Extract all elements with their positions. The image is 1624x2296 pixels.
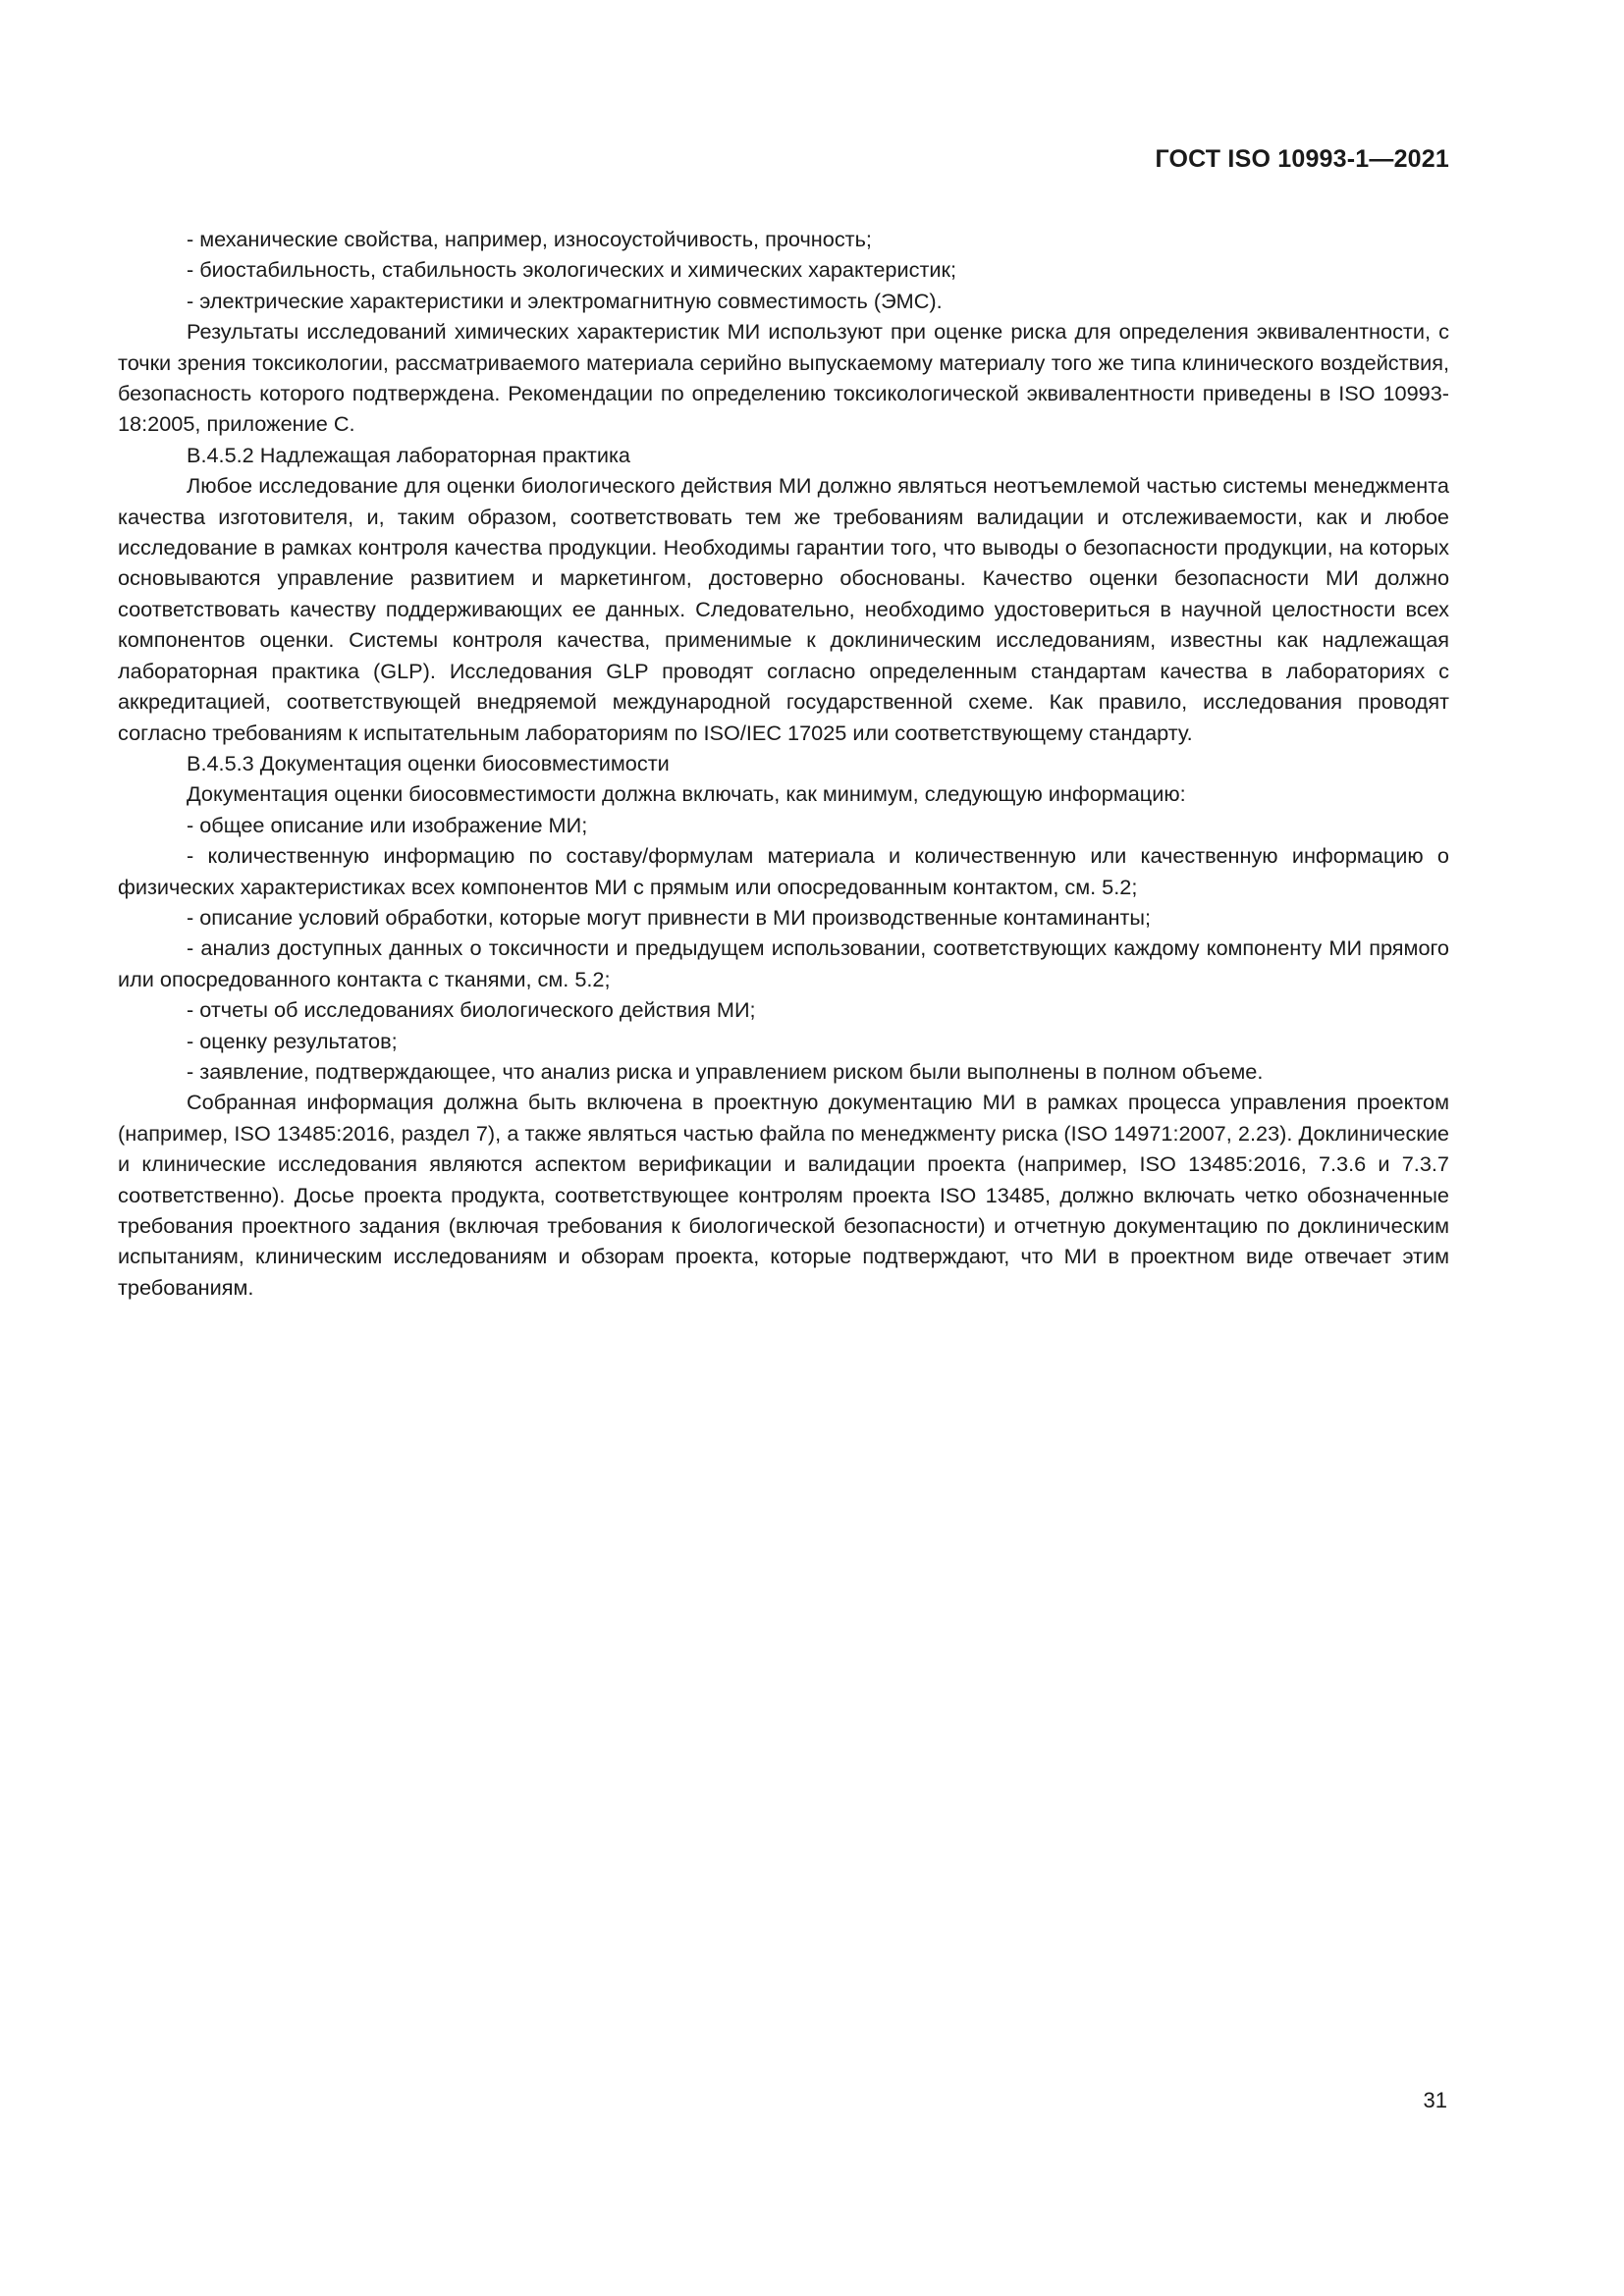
- paragraph: Собранная информация должна быть включена в проектную документацию МИ в рамках процесса управления проектом (например, ISO 13485:2016, раздел 7), а также являться частью файла по менеджменту риска (ISO 14971:2007, 2.23). Доклинические и клинические исследования являются аспектом верификации и валидации проекта (например, ISO 13485:2016, 7.3.6 и 7.3.7 соответственно). Досье проекта продукта, соответствующее контролям проекта ISO 13485, должно включать четко обозначенные требования проектного задания (включая требования к биологической безопасности) и отчетную документацию по доклиническим испытаниям, клиническим исследованиям и обзорам проекта, которые подтверждают, что МИ в проектном виде отвечает этим требованиям.: [118, 1090, 1449, 1300]
- list-item: - количественную информацию по составу/формулам материала и количественную или качественную информацию о физических характеристиках всех компонентов МИ с прямым или опосредованным контактом, см. 5.2;: [118, 843, 1449, 899]
- list-item: - заявление, подтверждающее, что анализ риска и управлением риском были выполнены в полном объеме.: [187, 1058, 1264, 1084]
- document-header: ГОСТ ISO 10993-1—2021: [1155, 145, 1449, 173]
- list-item: - анализ доступных данных о токсичности и предыдущем использовании, соответствующих каждому компоненту МИ прямого или опосредованного контакта с тканями, см. 5.2;: [118, 935, 1449, 991]
- paragraph: Документация оценки биосовместимости должна включать, как минимум, следующую информацию:: [187, 781, 1186, 807]
- paragraph: Любое исследование для оценки биологического действия МИ должно являться неотъемлемой частью системы менеджмента качества изготовителя, и, таким образом, соответствовать тем же требованиям валидации и отслеживаемости, как и любое исследование в рамках контроля качества продукции. Необходимы гарантии того, что выводы о безопасности продукции, на которых основываются управление развитием и маркетингом, достоверно обоснованы. Качество оценки безопасности МИ должно соответствовать качеству поддерживающих ее данных. Следовательно, необходимо удостовериться в научной целостности всех компонентов оценки. Системы контроля качества, применимые к доклиническим исследованиям, известны как надлежащая лабораторная практика (GLP). Исследования GLP проводят согласно определенным стандартам качества в лабораториях с аккредитацией, соответствующей внедряемой международной государственной схеме. Как правило, исследования проводят согласно требованиям к испытательным лабораториям по ISO/IEC 17025 или соответствующему стандарту.: [118, 473, 1449, 745]
- list-item: - механические свойства, например, износоустойчивость, прочность;: [187, 227, 872, 251]
- list-item: - отчеты об исследованиях биологического действия МИ;: [187, 997, 756, 1023]
- list-item: - оценку результатов;: [187, 1028, 398, 1053]
- list-item: - описание условий обработки, которые могут привнести в МИ производственные контаминанты;: [187, 904, 1152, 930]
- list-item: - биостабильность, стабильность экологических и химических характеристик;: [187, 257, 957, 283]
- list-item: - электрические характеристики и электромагнитную совместимость (ЭМС).: [187, 288, 943, 313]
- document-body: [118, 224, 1449, 1303]
- section-heading: В.4.5.2 Надлежащая лабораторная практика: [187, 442, 630, 467]
- paragraph: Результаты исследований химических характеристик МИ используют при оценке риска для определения эквивалентности, с точки зрения токсикологии, рассматриваемого материала серийно выпускаемому материалу того же типа клинического воздействия, безопасность которого подтверждена. Рекомендации по определению токсикологической эквивалентности приведены в ISO 10993-18:2005, приложение С.: [118, 319, 1449, 437]
- page-number: 31: [1423, 2088, 1447, 2112]
- section-heading: В.4.5.3 Документация оценки биосовместимости: [187, 750, 670, 775]
- list-item: - общее описание или изображение МИ;: [187, 812, 588, 837]
